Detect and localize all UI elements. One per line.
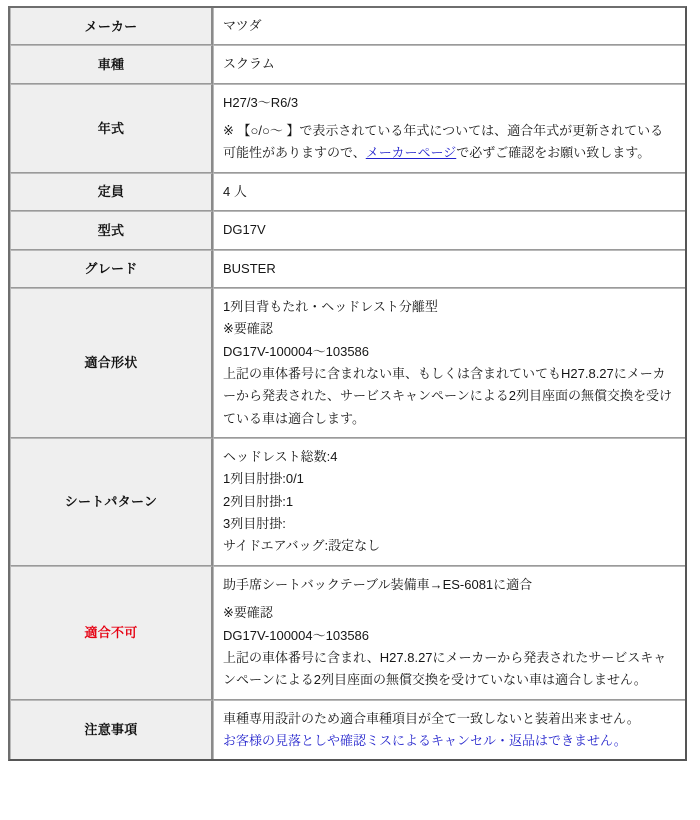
value-line: マツダ	[223, 18, 262, 33]
row-label-text: 適合形状	[84, 355, 138, 371]
value-line: スクラム	[223, 56, 275, 72]
row-value-3	[213, 173, 685, 211]
row-label-text: メーカー	[84, 18, 138, 34]
row-label-text: グレード	[84, 261, 138, 277]
value-line	[223, 120, 675, 165]
value-line: DG17V-100004〜103586	[223, 343, 370, 359]
value-line: 1列目背もたれ・ヘッドレスト分離型	[223, 298, 438, 314]
value-line: 車種専用設計のため適合車種項目が全て一致しないと装着出来ません。	[223, 710, 640, 726]
row-value-5	[213, 250, 685, 288]
table-row	[10, 566, 685, 700]
row-value-6	[213, 288, 685, 438]
row-value-block	[223, 15, 675, 37]
table-row	[10, 211, 685, 249]
row-label-0	[10, 8, 213, 45]
value-line: ヘッドレスト総数:4	[223, 449, 338, 465]
value-line: 2列目肘掛:1	[223, 493, 294, 509]
row-value-7	[213, 438, 685, 566]
row-label-7	[10, 438, 213, 566]
value-line: 上記の車体番号に含まれない車、もしくは含まれていてもH27.8.27にメーカーから発表された、サービスキャンペーンによる2列目座面の無償交換を受けている車は適合します。	[223, 365, 672, 426]
value-line-pre: ※ 【○/○〜 】で表示されている年式については、適合年式が更新されている可能性がありますので、	[223, 123, 664, 161]
row-label-9	[10, 700, 213, 760]
fitment-table-body	[10, 8, 685, 759]
row-value-2	[213, 84, 685, 173]
table-row	[10, 288, 685, 438]
value-line: ※要確認	[223, 605, 273, 621]
value-line: お客様の見落としや確認ミスによるキャンセル・返品はできません。	[223, 732, 627, 748]
row-value-block	[223, 296, 675, 430]
table-row	[10, 8, 685, 45]
row-value-block	[223, 219, 675, 241]
row-value-block	[223, 708, 675, 753]
row-label-text: 年式	[97, 120, 125, 136]
table-row	[10, 250, 685, 288]
row-label-5	[10, 250, 213, 288]
row-label-6	[10, 288, 213, 438]
row-label-text: 車種	[97, 57, 125, 73]
row-value-4	[213, 211, 685, 249]
row-value-9	[213, 700, 685, 760]
value-line: 助手席シートバックテーブル装備車→ES-6081に適合	[223, 576, 533, 592]
value-line: 1列目肘掛:0/1	[223, 471, 304, 487]
table-row	[10, 45, 685, 83]
value-line-post: で必ずご確認をお願い致します。	[456, 145, 651, 161]
row-value-1	[213, 45, 685, 83]
value-line: BUSTER	[223, 260, 276, 276]
row-value-block	[223, 181, 675, 203]
maker-page-link[interactable]: メーカーページ	[365, 145, 457, 161]
row-label-text: 注意事項	[84, 722, 138, 738]
table-row	[10, 438, 685, 566]
value-line: 3列目肘掛:	[223, 516, 286, 532]
value-line: 上記の車体番号に含まれ、H27.8.27にメーカーから発表されたサービスキャンペーンによる2列目座面の無償交換を受けていない車は適合しません。	[223, 649, 667, 688]
value-line: DG17V-100004〜103586	[223, 627, 370, 643]
table-row	[10, 700, 685, 760]
value-line: H27/3〜R6/3	[223, 94, 299, 110]
row-label-8	[10, 566, 213, 700]
vehicle-fitment-table	[8, 6, 687, 761]
value-line: サイドエアバッグ:設定なし	[223, 538, 381, 554]
row-label-text: 定員	[97, 184, 125, 200]
row-label-text: 型式	[97, 222, 125, 238]
row-value-block	[223, 92, 675, 165]
row-label-1	[10, 45, 213, 83]
row-value-8	[213, 566, 685, 700]
row-value-0	[213, 8, 685, 45]
row-label-2	[10, 84, 213, 173]
row-label-4	[10, 211, 213, 249]
row-value-block	[223, 53, 675, 75]
table-row	[10, 173, 685, 211]
value-line: 4 人	[223, 183, 247, 199]
value-line: ※要確認	[223, 321, 273, 337]
value-line: DG17V	[223, 222, 266, 238]
row-value-block	[223, 446, 675, 558]
row-label-3	[10, 173, 213, 211]
row-value-block	[223, 574, 675, 692]
table-row	[10, 84, 685, 173]
row-label-text: 適合不可	[84, 625, 138, 641]
row-label-text: シートパターン	[64, 494, 158, 510]
row-value-block	[223, 258, 675, 280]
